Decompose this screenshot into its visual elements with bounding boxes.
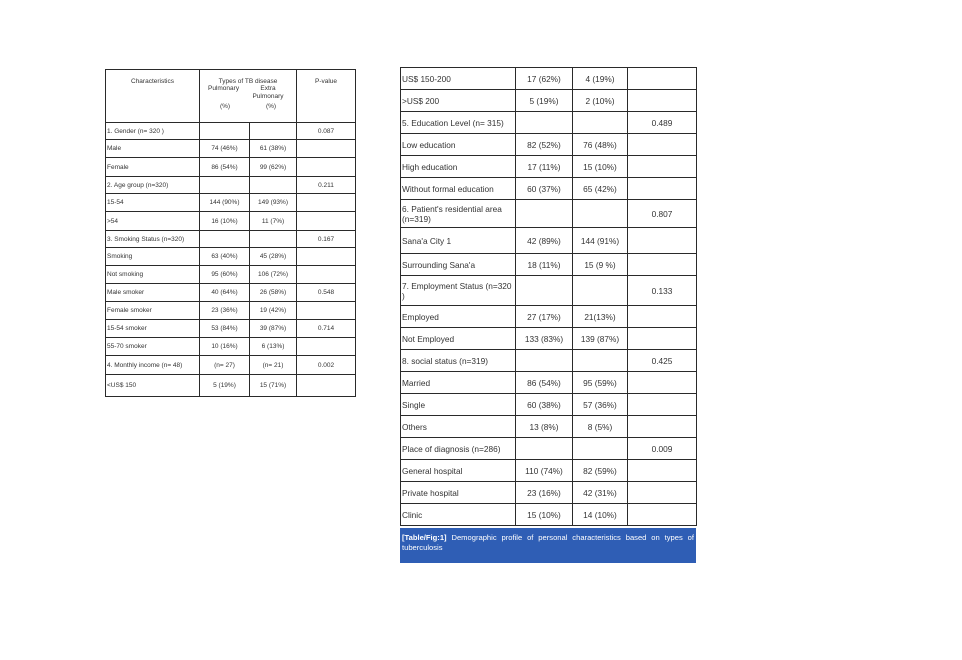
header-characteristics: Characteristics (106, 70, 200, 123)
p-value-cell (628, 460, 697, 482)
row-label: Private hospital (401, 482, 516, 504)
extra-pulmonary-cell: 15 (71%) (250, 375, 297, 397)
pulmonary-cell (516, 438, 573, 460)
extra-pulmonary-cell: 95 (59%) (573, 372, 628, 394)
p-value-cell (297, 194, 356, 212)
pulmonary-cell: 23 (36%) (200, 302, 250, 320)
table-row (106, 158, 356, 177)
pulmonary-cell (516, 350, 573, 372)
row-label: 2. Age group (n=320) (106, 177, 200, 194)
caption-text: Demographic profile of personal characteristics based on types of tuberculosis (402, 533, 694, 552)
extra-pulmonary-cell: 106 (72%) (250, 266, 297, 284)
row-label: >US$ 200 (401, 90, 516, 112)
pulmonary-cell: 40 (64%) (200, 284, 250, 302)
extra-pulmonary-cell (573, 438, 628, 460)
p-value-cell (297, 266, 356, 284)
pulmonary-cell: 5 (19%) (516, 90, 573, 112)
table-row (401, 438, 697, 460)
table-row (401, 228, 697, 254)
table-row (106, 338, 356, 356)
row-label: Clinic (401, 504, 516, 526)
pulmonary-cell (516, 112, 573, 134)
row-label: 1. Gender (n= 320 ) (106, 123, 200, 140)
extra-pulmonary-cell: 139 (87%) (573, 328, 628, 350)
pulmonary-cell: 16 (10%) (200, 212, 250, 231)
extra-pulmonary-cell: 39 (87%) (250, 320, 297, 338)
extra-pulmonary-cell: 45 (28%) (250, 248, 297, 266)
p-value-cell (628, 90, 697, 112)
table-row (106, 302, 356, 320)
pulmonary-cell: 95 (60%) (200, 266, 250, 284)
extra-pulmonary-cell: 82 (59%) (573, 460, 628, 482)
row-label: 4. Monthly income (n= 48) (106, 356, 200, 375)
pulmonary-cell: 5 (19%) (200, 375, 250, 397)
left-table-body (106, 123, 356, 397)
table-row (401, 134, 697, 156)
p-value-cell (628, 178, 697, 200)
pulmonary-cell: 42 (89%) (516, 228, 573, 254)
table-row (106, 284, 356, 302)
demographics-table-right (400, 67, 697, 526)
table-row (401, 276, 697, 306)
extra-pulmonary-cell: 65 (42%) (573, 178, 628, 200)
header-percent-row (202, 101, 294, 110)
extra-pulmonary-cell: 149 (93%) (250, 194, 297, 212)
extra-pulmonary-cell: 19 (42%) (250, 302, 297, 320)
p-value-cell: 0.548 (297, 284, 356, 302)
row-label: 15-54 (106, 194, 200, 212)
demographics-table-left (105, 69, 356, 397)
p-value-cell: 0.087 (297, 123, 356, 140)
pulmonary-cell: 86 (54%) (200, 158, 250, 177)
pulmonary-cell: 82 (52%) (516, 134, 573, 156)
p-value-cell: 0.009 (628, 438, 697, 460)
table-row (401, 112, 697, 134)
p-value-cell (628, 372, 697, 394)
extra-pulmonary-cell: 76 (48%) (573, 134, 628, 156)
p-value-cell: 0.133 (628, 276, 697, 306)
pulmonary-cell: 86 (54%) (516, 372, 573, 394)
p-value-cell (297, 212, 356, 231)
pulmonary-cell: 17 (11%) (516, 156, 573, 178)
extra-pulmonary-cell (250, 123, 297, 140)
extra-pulmonary-cell: 15 (9 %) (573, 254, 628, 276)
table-row (401, 200, 697, 228)
p-value-cell (297, 302, 356, 320)
extra-pulmonary-cell (573, 112, 628, 134)
caption-tag: [Table/Fig:1] (402, 533, 447, 542)
pulmonary-cell: 53 (84%) (200, 320, 250, 338)
extra-pulmonary-cell (250, 177, 297, 194)
extra-pulmonary-cell: 26 (58%) (250, 284, 297, 302)
extra-pulmonary-cell: 21(13%) (573, 306, 628, 328)
table-row (401, 306, 697, 328)
pulmonary-cell (200, 177, 250, 194)
extra-pulmonary-cell (573, 350, 628, 372)
row-label: Sana'a City 1 (401, 228, 516, 254)
pulmonary-cell: 74 (46%) (200, 140, 250, 158)
extra-pulmonary-cell: 2 (10%) (573, 90, 628, 112)
row-label: Smoking (106, 248, 200, 266)
pulmonary-cell: 10 (16%) (200, 338, 250, 356)
p-value-cell: 0.714 (297, 320, 356, 338)
table-row (106, 320, 356, 338)
p-value-cell (628, 228, 697, 254)
pulmonary-cell: 13 (8%) (516, 416, 573, 438)
p-value-cell: 0.489 (628, 112, 697, 134)
table-row (106, 231, 356, 248)
extra-pulmonary-cell (250, 231, 297, 248)
table-row (401, 156, 697, 178)
pulmonary-cell (200, 123, 250, 140)
table-row (401, 482, 697, 504)
row-label: Surrounding Sana'a (401, 254, 516, 276)
row-label: Not smoking (106, 266, 200, 284)
row-label: General hospital (401, 460, 516, 482)
header-extra-pulmonary: Extra Pulmonary (252, 85, 284, 100)
extra-pulmonary-cell: 4 (19%) (573, 68, 628, 90)
p-value-cell (628, 328, 697, 350)
pulmonary-cell: 60 (37%) (516, 178, 573, 200)
extra-pulmonary-cell: 57 (36%) (573, 394, 628, 416)
table-row (106, 248, 356, 266)
p-value-cell (628, 134, 697, 156)
table-row (401, 178, 697, 200)
row-label: Others (401, 416, 516, 438)
pulmonary-cell: 133 (83%) (516, 328, 573, 350)
extra-pulmonary-cell: 99 (62%) (250, 158, 297, 177)
table-row (401, 328, 697, 350)
header-types-of-tb (200, 70, 297, 123)
pulmonary-cell: 110 (74%) (516, 460, 573, 482)
table-row (106, 194, 356, 212)
pulmonary-cell (200, 231, 250, 248)
extra-pulmonary-cell: 144 (91%) (573, 228, 628, 254)
row-label: Not Employed (401, 328, 516, 350)
extra-pulmonary-cell: 14 (10%) (573, 504, 628, 526)
pulmonary-cell: 60 (38%) (516, 394, 573, 416)
extra-pulmonary-cell (573, 276, 628, 306)
extra-pulmonary-cell: 8 (5%) (573, 416, 628, 438)
extra-pulmonary-cell (573, 200, 628, 228)
pulmonary-cell (516, 200, 573, 228)
row-label: Male smoker (106, 284, 200, 302)
row-label: 55-70 smoker (106, 338, 200, 356)
p-value-cell (628, 394, 697, 416)
p-value-cell (297, 248, 356, 266)
row-label: Place of diagnosis (n=286) (401, 438, 516, 460)
header-p-value: P-value (297, 70, 356, 123)
row-label: Female smoker (106, 302, 200, 320)
table-row (401, 350, 697, 372)
table-row (106, 356, 356, 375)
table-row (106, 266, 356, 284)
table-row (106, 140, 356, 158)
table-row (401, 416, 697, 438)
table-caption (400, 528, 696, 563)
pulmonary-cell (516, 276, 573, 306)
row-label: Employed (401, 306, 516, 328)
p-value-cell: 0.211 (297, 177, 356, 194)
pulmonary-cell: 144 (90%) (200, 194, 250, 212)
p-value-cell (297, 140, 356, 158)
pulmonary-cell: (n= 27) (200, 356, 250, 375)
p-value-cell (297, 375, 356, 397)
extra-pulmonary-cell: (n= 21) (250, 356, 297, 375)
p-value-cell (297, 338, 356, 356)
row-label: 15-54 smoker (106, 320, 200, 338)
p-value-cell (628, 504, 697, 526)
pulmonary-cell: 27 (17%) (516, 306, 573, 328)
header-types-label: Types of TB disease (218, 78, 278, 85)
p-value-cell (628, 254, 697, 276)
p-value-cell: 0.002 (297, 356, 356, 375)
row-label: High education (401, 156, 516, 178)
row-label: Married (401, 372, 516, 394)
header-subtypes (202, 85, 294, 101)
table-row (106, 123, 356, 140)
row-label: Female (106, 158, 200, 177)
p-value-cell (628, 68, 697, 90)
row-label: 5. Education Level (n= 315) (401, 112, 516, 134)
pulmonary-cell: 63 (40%) (200, 248, 250, 266)
p-value-cell (628, 156, 697, 178)
extra-pulmonary-cell: 15 (10%) (573, 156, 628, 178)
p-value-cell (628, 482, 697, 504)
table-row (401, 394, 697, 416)
right-table-body (401, 68, 697, 526)
table-row (401, 254, 697, 276)
pulmonary-cell: 15 (10%) (516, 504, 573, 526)
extra-pulmonary-cell: 6 (13%) (250, 338, 297, 356)
table-row (401, 90, 697, 112)
table-row (401, 68, 697, 90)
p-value-cell: 0.167 (297, 231, 356, 248)
row-label: Low education (401, 134, 516, 156)
pulmonary-cell: 23 (16%) (516, 482, 573, 504)
row-label: 8. social status (n=319) (401, 350, 516, 372)
row-label: 7. Employment Status (n=320 ) (401, 276, 516, 306)
header-percent-pulmonary: (%) (219, 103, 231, 110)
table-row (401, 460, 697, 482)
table-row (106, 375, 356, 397)
p-value-cell (628, 306, 697, 328)
p-value-cell: 0.425 (628, 350, 697, 372)
row-label: 6. Patient's residential area (n=319) (401, 200, 516, 228)
pulmonary-cell: 18 (11%) (516, 254, 573, 276)
table-row (401, 504, 697, 526)
row-label: <US$ 150 (106, 375, 200, 397)
header-pulmonary: Pulmonary (208, 85, 240, 92)
row-label: Without formal education (401, 178, 516, 200)
row-label: >54 (106, 212, 200, 231)
table-row (401, 372, 697, 394)
header-percent-extra: (%) (265, 103, 277, 110)
extra-pulmonary-cell: 61 (38%) (250, 140, 297, 158)
p-value-cell (297, 158, 356, 177)
p-value-cell: 0.807 (628, 200, 697, 228)
row-label: Single (401, 394, 516, 416)
row-label: 3. Smoking Status (n=320) (106, 231, 200, 248)
row-label: US$ 150-200 (401, 68, 516, 90)
table-row (106, 177, 356, 194)
table-row (106, 212, 356, 231)
extra-pulmonary-cell: 42 (31%) (573, 482, 628, 504)
p-value-cell (628, 416, 697, 438)
pulmonary-cell: 17 (62%) (516, 68, 573, 90)
extra-pulmonary-cell: 11 (7%) (250, 212, 297, 231)
row-label: Male (106, 140, 200, 158)
